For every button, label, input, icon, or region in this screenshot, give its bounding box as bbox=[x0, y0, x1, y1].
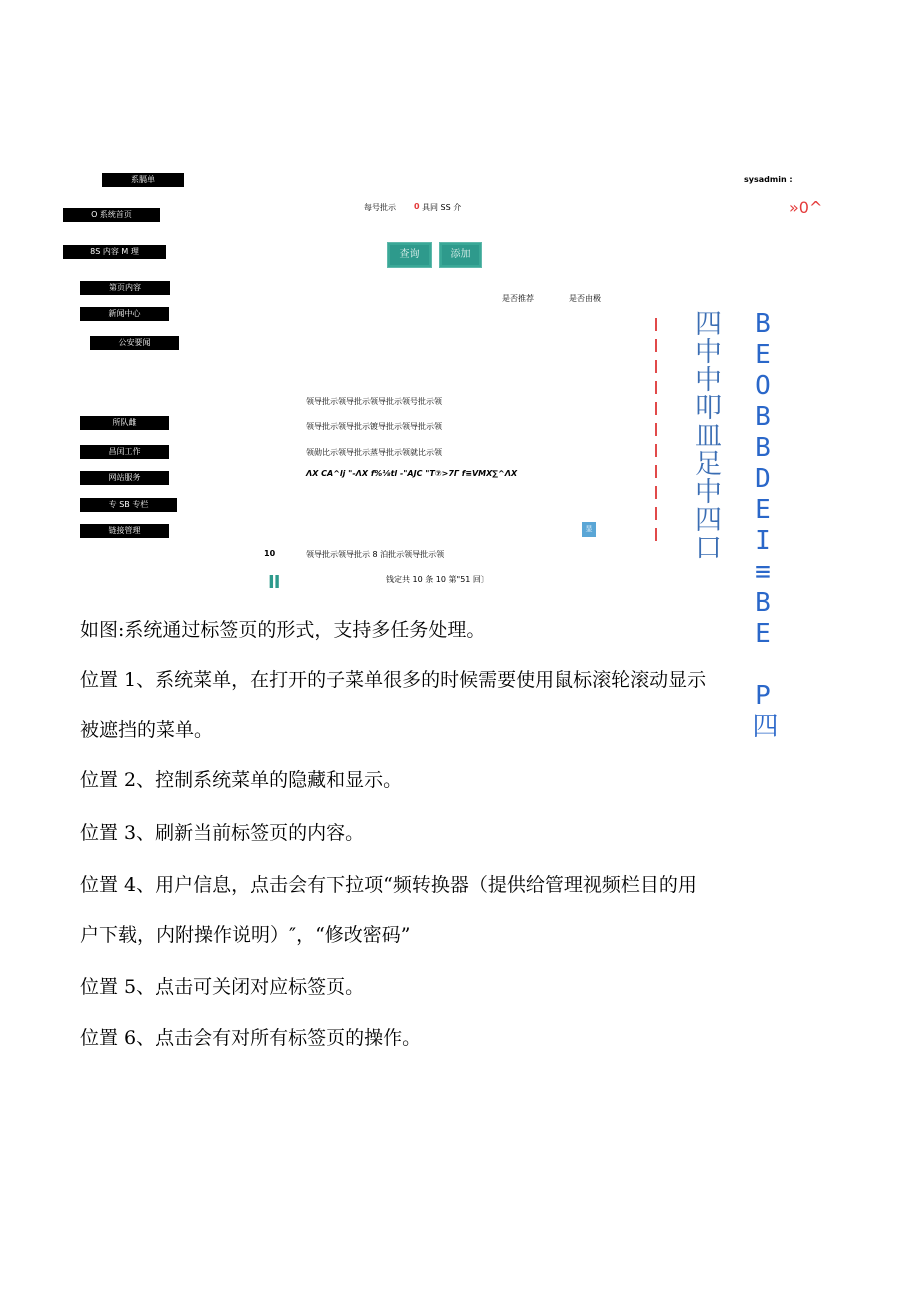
column-header-recommend: 是否推荐 bbox=[502, 294, 534, 303]
paragraph: 位置 6、点击会有对所有标签页的操作。 bbox=[80, 1027, 422, 1049]
tab-close-icon[interactable]: 0 bbox=[414, 202, 420, 211]
paragraph: 位置 5、点击可关闭对应标签页。 bbox=[80, 976, 365, 998]
sidebar-item-work[interactable]: 昌闰工作 bbox=[80, 445, 169, 459]
table-row[interactable]: 领勋比示领导批示蒸导批示领就比示领 bbox=[306, 448, 442, 457]
sidebar-item-special-column[interactable]: 专 SB 专栏 bbox=[80, 498, 177, 512]
tab-label: 每号批示 bbox=[364, 203, 396, 212]
system-menu-title[interactable]: 系膈单 bbox=[102, 173, 184, 187]
tab-operations-icon[interactable]: »0^ bbox=[789, 198, 823, 217]
table-row[interactable]: 领导批示领导批示领导批示领号批示领 bbox=[306, 397, 442, 406]
paragraph: 位置 3、刷新当前标签页的内容。 bbox=[80, 822, 365, 844]
paragraph: 被遮挡的菜单。 bbox=[80, 719, 214, 741]
marker-column-right: BEOBBDEI≡BE P四 bbox=[748, 309, 778, 739]
paragraph: 位置 4、用户信息，点击会有下拉项“频转换器（提供给管理视频栏目的用 bbox=[80, 874, 697, 896]
sidebar-item-news-center[interactable]: 新闻中心 bbox=[80, 307, 169, 321]
tab-text: 具同 SS 介 bbox=[422, 203, 462, 212]
marker-column-left: 四中中叩皿足中四口 bbox=[690, 309, 721, 561]
table-row[interactable]: ΛX CA^lj "-ΛX f%⅛tl -"AJC "T⑦>7Γ f≡VMX∑^ΛX bbox=[306, 469, 518, 478]
sidebar-item-page-content[interactable]: 第页内容 bbox=[80, 281, 170, 295]
pagination-text: 钱定共 10 条 10 第"51 回〕 bbox=[386, 575, 489, 584]
sidebar-item-content-manage[interactable]: 8S 内容 M 理 bbox=[63, 245, 166, 259]
paragraph: 位置 1、系统菜单，在打开的子菜单很多的时候需要使用鼠标滚轮滚动显示 bbox=[80, 669, 707, 691]
row-number: 10 bbox=[264, 549, 276, 558]
paragraph: 户下载，内附操作说明）″，“修改密码” bbox=[80, 924, 411, 946]
paragraph: 如图:系统通过标签页的形式，支持多任务处理。 bbox=[80, 619, 486, 641]
column-header-scroll: 是否由极 bbox=[569, 294, 601, 303]
paragraph: 位置 2、控制系统菜单的隐藏和显示。 bbox=[80, 769, 403, 791]
add-button[interactable]: 添加 bbox=[439, 242, 482, 268]
table-row[interactable]: 领导批示领导批示 8 泊批示领导批示领 bbox=[306, 550, 445, 559]
pagination-control-icon[interactable]: II bbox=[268, 572, 280, 593]
sidebar-item-team[interactable]: 所队雌 bbox=[80, 416, 169, 430]
sidebar-item-police-news[interactable]: 公安要闻 bbox=[90, 336, 179, 350]
sidebar-item-home[interactable]: O 系统首页 bbox=[63, 208, 160, 222]
sidebar-item-link-manage[interactable]: 链接管理 bbox=[80, 524, 169, 538]
table-row[interactable]: 领导批示领导批示镀导批示领导批示领 bbox=[306, 422, 442, 431]
edit-icon[interactable]: 显 bbox=[582, 522, 596, 537]
query-button[interactable]: 查询 bbox=[387, 242, 432, 268]
marker-divider bbox=[655, 318, 657, 545]
user-info[interactable]: sysadmin : bbox=[744, 175, 793, 184]
sidebar-item-site-service[interactable]: 网站服务 bbox=[80, 471, 169, 485]
